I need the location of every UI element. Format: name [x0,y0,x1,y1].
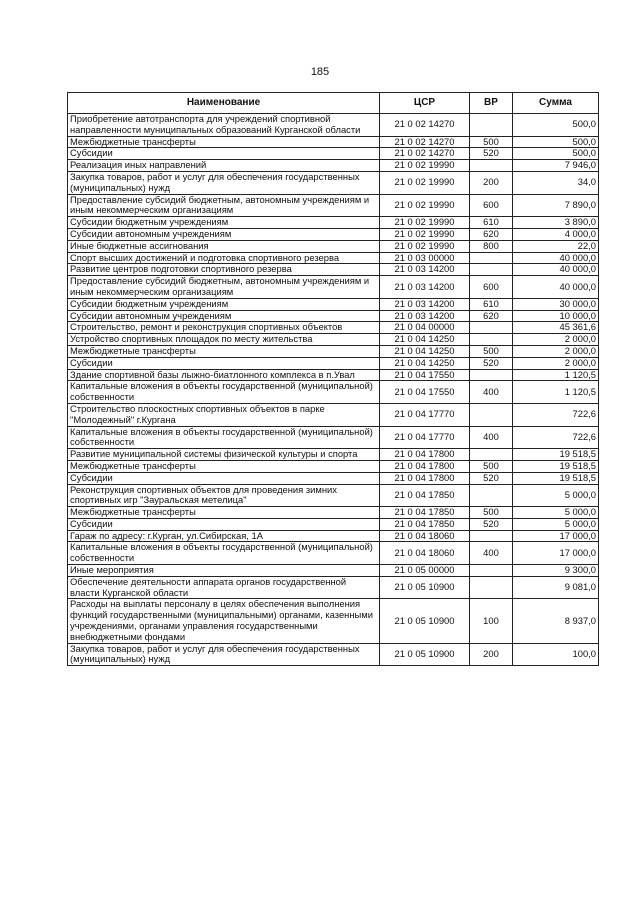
cell-vr [470,484,513,507]
cell-vr: 500 [470,136,513,148]
table-row [68,507,599,519]
page-number: 185 [310,66,330,78]
cell-vr [470,369,513,381]
cell-csr: 21 0 04 17800 [380,449,470,461]
cell-sum: 500,0 [513,114,599,137]
table-row [68,276,599,299]
cell-sum: 19 518,5 [513,449,599,461]
table-row [68,345,599,357]
cell-csr: 21 0 03 14200 [380,276,470,299]
cell-name: Устройство спортивных площадок по месту жительства [68,334,380,346]
cell-csr: 21 0 04 17850 [380,507,470,519]
table-row [68,194,599,217]
cell-sum: 22,0 [513,240,599,252]
cell-csr: 21 0 04 00000 [380,322,470,334]
cell-name: Гараж по адресу: г.Курган, ул.Сибирская, 1А [68,530,380,542]
cell-csr: 21 0 05 10900 [380,576,470,599]
cell-name: Предоставление субсидий бюджетным, автономным учреждениям и иным некоммерческим организациям [68,276,380,299]
cell-csr: 21 0 02 14270 [380,114,470,137]
table-row [68,264,599,276]
cell-csr: 21 0 04 17550 [380,381,470,404]
cell-vr: 200 [470,643,513,666]
cell-name: Субсидии [68,148,380,160]
cell-csr: 21 0 02 14270 [380,148,470,160]
cell-name: Здание спортивной базы лыжно-биатлонного комплекса в п.Увал [68,369,380,381]
table-row [68,298,599,310]
table-row [68,310,599,322]
cell-sum: 722,6 [513,426,599,449]
header-vr: ВР [470,93,513,114]
cell-name: Межбюджетные трансферты [68,136,380,148]
table-body [68,114,599,666]
table-row [68,136,599,148]
cell-csr: 21 0 03 00000 [380,252,470,264]
cell-name: Субсидии автономным учреждениям [68,310,380,322]
cell-sum: 17 000,0 [513,530,599,542]
cell-sum: 34,0 [513,171,599,194]
cell-sum: 9 300,0 [513,565,599,577]
cell-sum: 40 000,0 [513,252,599,264]
cell-sum: 722,6 [513,403,599,426]
table-row [68,171,599,194]
cell-name: Субсидии [68,357,380,369]
cell-sum: 5 000,0 [513,518,599,530]
cell-sum: 8 937,0 [513,599,599,643]
cell-sum: 500,0 [513,148,599,160]
cell-sum: 4 000,0 [513,228,599,240]
header-sum: Сумма [513,93,599,114]
cell-name: Капитальные вложения в объекты государственной (муниципальной) собственности [68,381,380,404]
cell-vr: 400 [470,426,513,449]
cell-sum: 19 518,5 [513,472,599,484]
table-row [68,228,599,240]
cell-vr [470,252,513,264]
cell-sum: 7 946,0 [513,160,599,172]
cell-vr [470,334,513,346]
cell-sum: 5 000,0 [513,507,599,519]
cell-vr: 600 [470,276,513,299]
cell-csr: 21 0 04 17770 [380,426,470,449]
cell-name: Закупка товаров, работ и услуг для обеспечения государственных (муниципальных) нужд [68,171,380,194]
cell-vr: 400 [470,381,513,404]
cell-csr: 21 0 03 14200 [380,310,470,322]
cell-name: Строительство плоскостных спортивных объектов в парке "Молодежный" г.Кургана [68,403,380,426]
cell-sum: 17 000,0 [513,542,599,565]
cell-name: Межбюджетные трансферты [68,345,380,357]
cell-vr: 500 [470,460,513,472]
table-row [68,334,599,346]
table-row [68,542,599,565]
header-csr: ЦСР [380,93,470,114]
cell-name: Реконструкция спортивных объектов для проведения зимних спортивных игр "Зауральская метелица" [68,484,380,507]
cell-csr: 21 0 04 17850 [380,484,470,507]
cell-vr: 610 [470,298,513,310]
cell-vr: 600 [470,194,513,217]
table-row [68,530,599,542]
table-row [68,369,599,381]
cell-vr: 400 [470,542,513,565]
cell-vr [470,160,513,172]
table-row [68,240,599,252]
cell-vr [470,403,513,426]
cell-sum: 3 890,0 [513,217,599,229]
table-row [68,472,599,484]
cell-csr: 21 0 04 18060 [380,542,470,565]
cell-name: Строительство, ремонт и реконструкция спортивных объектов [68,322,380,334]
cell-name: Развитие муниципальной системы физической культуры и спорта [68,449,380,461]
cell-csr: 21 0 02 19990 [380,240,470,252]
cell-csr: 21 0 02 14270 [380,136,470,148]
cell-vr [470,322,513,334]
table-row [68,114,599,137]
cell-vr: 500 [470,507,513,519]
table-row [68,148,599,160]
cell-vr: 620 [470,310,513,322]
cell-csr: 21 0 04 17800 [380,472,470,484]
cell-name: Предоставление субсидий бюджетным, автономным учреждениям и иным некоммерческим организациям [68,194,380,217]
cell-sum: 500,0 [513,136,599,148]
table-row [68,565,599,577]
cell-csr: 21 0 02 19990 [380,228,470,240]
cell-vr [470,264,513,276]
cell-sum: 2 000,0 [513,357,599,369]
cell-sum: 45 361,6 [513,322,599,334]
table-row [68,426,599,449]
cell-csr: 21 0 04 14250 [380,334,470,346]
cell-vr: 610 [470,217,513,229]
cell-sum: 10 000,0 [513,310,599,322]
cell-name: Субсидии [68,472,380,484]
cell-vr [470,530,513,542]
cell-sum: 9 081,0 [513,576,599,599]
table-row [68,518,599,530]
cell-name: Субсидии [68,518,380,530]
cell-sum: 2 000,0 [513,334,599,346]
cell-name: Иные мероприятия [68,565,380,577]
table-row [68,449,599,461]
cell-sum: 7 890,0 [513,194,599,217]
table-row [68,381,599,404]
cell-vr: 800 [470,240,513,252]
cell-csr: 21 0 03 14200 [380,298,470,310]
cell-sum: 5 000,0 [513,484,599,507]
header-name: Наименование [68,93,380,114]
cell-csr: 21 0 04 17550 [380,369,470,381]
cell-sum: 2 000,0 [513,345,599,357]
table-row [68,576,599,599]
table-row [68,403,599,426]
cell-vr [470,565,513,577]
cell-vr [470,576,513,599]
cell-vr: 620 [470,228,513,240]
cell-name: Капитальные вложения в объекты государственной (муниципальной) собственности [68,426,380,449]
cell-vr [470,449,513,461]
cell-name: Субсидии бюджетным учреждениям [68,217,380,229]
budget-table [67,92,599,666]
cell-csr: 21 0 04 18060 [380,530,470,542]
cell-vr: 100 [470,599,513,643]
cell-name: Приобретение автотранспорта для учреждений спортивной направленности муниципальных образований Курганской области [68,114,380,137]
table-row [68,160,599,172]
cell-name: Межбюджетные трансферты [68,507,380,519]
table-row [68,217,599,229]
cell-csr: 21 0 04 17770 [380,403,470,426]
cell-csr: 21 0 02 19990 [380,160,470,172]
table-header-row [68,93,599,114]
cell-name: Межбюджетные трансферты [68,460,380,472]
cell-csr: 21 0 04 17850 [380,518,470,530]
cell-vr: 500 [470,345,513,357]
table-row [68,599,599,643]
cell-sum: 1 120,5 [513,369,599,381]
cell-name: Закупка товаров, работ и услуг для обеспечения государственных (муниципальных) нужд [68,643,380,666]
table-row [68,322,599,334]
cell-vr: 520 [470,148,513,160]
cell-name: Капитальные вложения в объекты государственной (муниципальной) собственности [68,542,380,565]
cell-csr: 21 0 04 14250 [380,357,470,369]
cell-sum: 100,0 [513,643,599,666]
cell-name: Реализация иных направлений [68,160,380,172]
cell-vr: 520 [470,518,513,530]
cell-csr: 21 0 04 14250 [380,345,470,357]
cell-vr: 200 [470,171,513,194]
cell-sum: 40 000,0 [513,264,599,276]
cell-csr: 21 0 04 17800 [380,460,470,472]
table-row [68,460,599,472]
cell-name: Обеспечение деятельности аппарата органов государственной власти Курганской области [68,576,380,599]
cell-name: Развитие центров подготовки спортивного резерва [68,264,380,276]
cell-sum: 1 120,5 [513,381,599,404]
cell-sum: 30 000,0 [513,298,599,310]
cell-name: Субсидии автономным учреждениям [68,228,380,240]
cell-csr: 21 0 03 14200 [380,264,470,276]
cell-vr: 520 [470,472,513,484]
cell-csr: 21 0 05 00000 [380,565,470,577]
cell-name: Спорт высших достижений и подготовка спортивного резерва [68,252,380,264]
cell-sum: 40 000,0 [513,276,599,299]
cell-csr: 21 0 02 19990 [380,217,470,229]
cell-sum: 19 518,5 [513,460,599,472]
cell-name: Расходы на выплаты персоналу в целях обеспечения выполнения функций государственными (муниципальными) органами, казенными учреждениями, органами управления государственными внебюджетными фондами [68,599,380,643]
cell-name: Иные бюджетные ассигнования [68,240,380,252]
cell-csr: 21 0 02 19990 [380,171,470,194]
cell-csr: 21 0 05 10900 [380,599,470,643]
table-row [68,484,599,507]
table-row [68,252,599,264]
table-row [68,643,599,666]
cell-csr: 21 0 02 19990 [380,194,470,217]
cell-vr [470,114,513,137]
cell-csr: 21 0 05 10900 [380,643,470,666]
cell-vr: 520 [470,357,513,369]
cell-name: Субсидии бюджетным учреждениям [68,298,380,310]
table-row [68,357,599,369]
